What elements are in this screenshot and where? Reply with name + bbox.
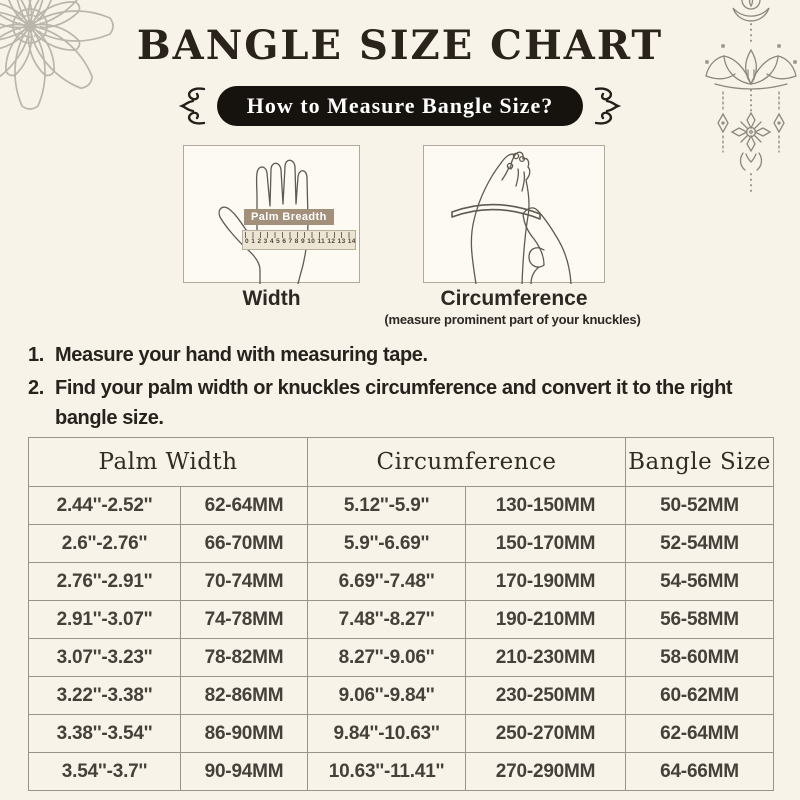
circumference-in: 5.12''-5.9'': [308, 487, 466, 525]
table-row: [29, 639, 774, 677]
bangle-size: 54-56MM: [626, 563, 774, 601]
table-header-row: [29, 438, 774, 487]
circumference-mm: 230-250MM: [466, 677, 626, 715]
table-row: [29, 487, 774, 525]
circumference-mm: 170-190MM: [466, 563, 626, 601]
table-row: [29, 753, 774, 791]
circumference-note: (measure prominent part of your knuckles): [384, 312, 641, 327]
instruction-number: 2.: [28, 377, 44, 399]
palm-width-in: 3.07''-3.23'': [29, 639, 181, 677]
instructions-list: [28, 340, 758, 436]
bangle-size: 62-64MM: [626, 715, 774, 753]
table-row: [29, 677, 774, 715]
circumference-in: 9.06''-9.84'': [308, 677, 466, 715]
palm-breadth-label: Palm Breadth: [244, 209, 334, 225]
instruction-text: Measure your hand with measuring tape.: [55, 344, 428, 366]
circumference-mm: 250-270MM: [466, 715, 626, 753]
instruction-number: 1.: [28, 344, 44, 366]
palm-width-in: 2.91''-3.07'': [29, 601, 181, 639]
palm-width-in: 3.22''-3.38'': [29, 677, 181, 715]
ruler-numbers: 0 1 2 3 4 5 6 7 8 9 10 11 12 13 14: [245, 238, 356, 245]
table-row: [29, 525, 774, 563]
palm-width-in: 2.6''-2.76'': [29, 525, 181, 563]
table-row: [29, 563, 774, 601]
instruction-step-2: [28, 373, 758, 433]
width-illustration-box: [183, 145, 360, 283]
palm-width-in: 2.76''-2.91'': [29, 563, 181, 601]
page-title: BANGLE SIZE CHART: [136, 22, 664, 69]
bangle-size: 58-60MM: [626, 639, 774, 677]
palm-width-mm: 70-74MM: [181, 563, 308, 601]
circumference-in: 10.63''-11.41'': [308, 753, 466, 791]
flourish-right-icon: [592, 84, 622, 128]
circumference-mm: 270-290MM: [466, 753, 626, 791]
bangle-size-table: [28, 437, 774, 791]
header-bangle-size: Bangle Size: [626, 438, 774, 487]
header-circumference: Circumference: [308, 438, 626, 487]
palm-width-mm: 62-64MM: [181, 487, 308, 525]
header-palm-width: Palm Width: [29, 438, 308, 487]
bangle-size: 56-58MM: [626, 601, 774, 639]
circumference-in: 7.48''-8.27'': [308, 601, 466, 639]
circumference-mm: 210-230MM: [466, 639, 626, 677]
bangle-size: 60-62MM: [626, 677, 774, 715]
palm-width-mm: 90-94MM: [181, 753, 308, 791]
palm-width-mm: 86-90MM: [181, 715, 308, 753]
how-to-measure-banner: [0, 84, 800, 128]
palm-width-mm: 74-78MM: [181, 601, 308, 639]
table-row: [29, 601, 774, 639]
circumference-in: 5.9''-6.69'': [308, 525, 466, 563]
circumference-mm: 190-210MM: [466, 601, 626, 639]
bangle-size: 64-66MM: [626, 753, 774, 791]
palm-width-in: 2.44''-2.52'': [29, 487, 181, 525]
circumference-illustration-box: [423, 145, 605, 283]
bangle-size: 50-52MM: [626, 487, 774, 525]
table-row: [29, 715, 774, 753]
palm-width-in: 3.54''-3.7'': [29, 753, 181, 791]
palm-width-mm: 82-86MM: [181, 677, 308, 715]
hand-circumference-illustration: [424, 146, 606, 284]
circumference-in: 6.69''-7.48'': [308, 563, 466, 601]
circumference-mm: 150-170MM: [466, 525, 626, 563]
circumference-mm: 130-150MM: [466, 487, 626, 525]
instruction-step-1: [28, 340, 758, 370]
palm-width-in: 3.38''-3.54'': [29, 715, 181, 753]
circumference-in: 9.84''-10.63'': [308, 715, 466, 753]
width-caption: Width: [242, 287, 301, 310]
palm-width-mm: 66-70MM: [181, 525, 308, 563]
ruler: [242, 230, 356, 250]
instruction-text: Find your palm width or knuckles circumference and convert it to the right bangle size.: [55, 377, 733, 429]
bangle-size: 52-54MM: [626, 525, 774, 563]
palm-width-mm: 78-82MM: [181, 639, 308, 677]
circumference-in: 8.27''-9.06'': [308, 639, 466, 677]
flourish-left-icon: [178, 84, 208, 128]
circumference-caption: Circumference: [440, 287, 588, 310]
banner-pill: How to Measure Bangle Size?: [217, 86, 583, 126]
